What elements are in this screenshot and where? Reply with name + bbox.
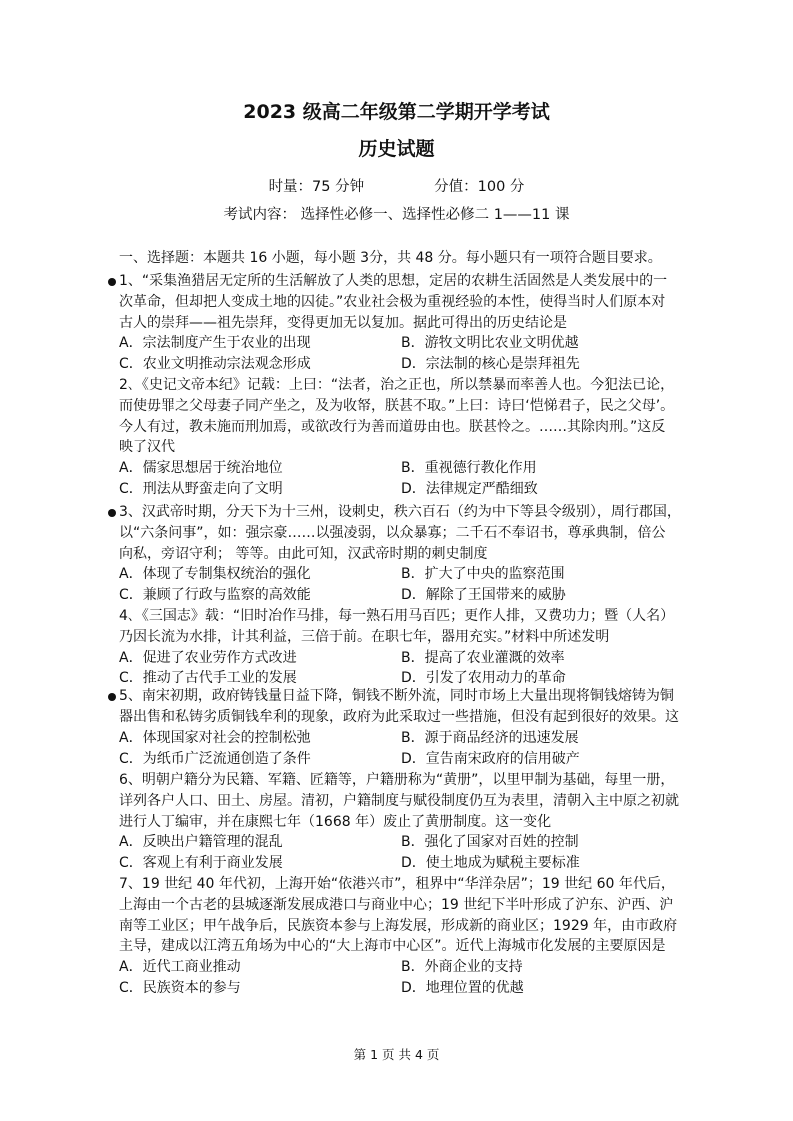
option-b: B．游牧文明比农业文明优越 <box>401 335 579 351</box>
option-d: D．法律规定严酷细致 <box>401 481 538 497</box>
option-a: A．宗法制度产生于农业的出现 <box>119 335 311 351</box>
option-a: A．近代工商业推动 <box>119 959 241 975</box>
question-line: 南等工业区；甲午战争后，民族资本参与上海发展，形成新的商业区；1929 年，由市政府 <box>119 918 678 934</box>
bullet-dot <box>108 509 116 517</box>
exam-title: 2023 级高二年级第二学期开学考试 <box>243 101 550 123</box>
option-a: A．促进了农业劳作方式改进 <box>119 650 297 666</box>
question-line: 上海由一个古老的县城逐渐发展成港口与商业中心；19 世纪下半叶形成了沪东、沪西、沪 <box>119 897 674 913</box>
option-b: B．源于商品经济的迅速发展 <box>401 730 579 746</box>
question-line: 1、“采集渔猎居无定所的生活解放了人类的思想，定居的农耕生活固然是人类发展中的一 <box>119 273 668 289</box>
option-c: C．兼顾了行政与监察的高效能 <box>119 587 311 603</box>
option-d: D．使土地成为赋税主要标准 <box>401 855 580 871</box>
question-line: 7、19 世纪 40 年代初，上海开始“依港兴市”，租界中“华洋杂居”；19 世纪 60 年代后， <box>119 876 675 892</box>
question-line: 以“六条问事”，如：强宗豪……以强凌弱，以众暴寡；二千石不奉诏书，尊承典制，倍公 <box>119 525 666 541</box>
section-heading: 一、选择题：本题共 16 小题，每小题 3分，共 48 分。每小题只有一项符合题目要求。 <box>119 250 662 266</box>
exam-scope: 考试内容： 选择性必修一、选择性必修二 1——11 课 <box>223 207 570 223</box>
option-b: B．外商企业的支持 <box>401 959 523 975</box>
option-c: C．民族资本的参与 <box>119 980 241 996</box>
option-c: C．为纸币广泛流通创造了条件 <box>119 751 311 767</box>
question-line: 3、汉武帝时期，分天下为十三州，设刺史，秩六百石（约为中下等县令级别），周行郡国， <box>119 504 681 520</box>
question-line: 而使毋罪之父母妻子同产坐之，及为收帑，朕甚不取。”上曰：诗曰‘恺悌君子，民之父母’。 <box>119 398 675 414</box>
question-line: 主导，建成以江湾五角场为中心的“大上海市中心区”。近代上海城市化发展的主要原因是 <box>119 938 666 954</box>
option-a: A．儒家思想居于统治地位 <box>119 460 283 476</box>
option-d: D．宣告南宋政府的信用破产 <box>401 751 580 767</box>
option-c: C．农业文明推动宗法观念形成 <box>119 356 311 372</box>
question-line: 进行人丁编审，并在康熙七年（1668 年）废止了黄册制度。这一变化 <box>119 814 552 830</box>
option-c: C．推动了古代手工业的发展 <box>119 670 297 686</box>
time-label: 时量：75 分钟 <box>268 179 365 195</box>
option-a: A．体现了专制集权统治的强化 <box>119 566 311 582</box>
question-line: 乃因长流为水排，计其利益，三倍于前。在职七年，器用充实。”材料中所述发明 <box>119 629 610 645</box>
option-d: D．宗法制的核心是崇拜祖先 <box>401 356 580 372</box>
question-line: 向私，旁诏守利； 等等。由此可知，汉武帝时期的刺史制度 <box>119 546 488 562</box>
question-line: 详列各户人口、田土、房屋。清初，户籍制度与赋役制度仍互为表里，清朝入主中原之初就 <box>119 793 679 809</box>
question-line: 6、明朝户籍分为民籍、军籍、匠籍等，户籍册称为“黄册”，以里甲制为基础，每里一册， <box>119 772 675 788</box>
option-b: B．重视德行教化作用 <box>401 460 537 476</box>
bullet-dot <box>108 693 116 701</box>
page-footer: 第 1 页 共 4 页 <box>353 1047 440 1062</box>
exam-subtitle: 历史试题 <box>358 138 435 160</box>
option-d: D．解除了王国带来的威胁 <box>401 587 566 603</box>
option-c: C．客观上有利于商业发展 <box>119 855 283 871</box>
question-line: 古人的崇拜——祖先崇拜，变得更加无以复加。据此可得出的历史结论是 <box>119 315 567 331</box>
question-line: 映了汉代 <box>119 439 175 455</box>
option-d: D．地理位置的优越 <box>401 980 524 996</box>
question-line: 4､《三国志》载：“旧时冶作马排，每一熟石用马百匹；更作人排，又费功力；暨（人名） <box>119 608 675 624</box>
option-d: D．引发了农用动力的革命 <box>401 670 566 686</box>
option-b: B．强化了国家对百姓的控制 <box>401 834 579 850</box>
question-line: 2､《史记文帝本纪》记载：上曰：“法者，治之正也，所以禁暴而率善人也。今犯法已论， <box>119 377 675 393</box>
question-line: 次革命，但却把人变成土地的囚徒。”农业社会极为重视经验的本性，使得当时人们原本对 <box>119 294 666 310</box>
option-a: A．体现国家对社会的控制松弛 <box>119 730 311 746</box>
option-c: C．刑法从野蛮走向了文明 <box>119 481 283 497</box>
exam-meta <box>0 175 793 196</box>
score-label: 分值：100 分 <box>434 179 525 195</box>
option-b: B．扩大了中央的监察范围 <box>401 566 565 582</box>
question-line: 器出售和私铸劣质铜钱牟利的现象，政府为此采取过一些措施，但没有起到很好的效果。这 <box>119 709 679 725</box>
option-b: B．提高了农业灌溉的效率 <box>401 650 565 666</box>
bullet-dot <box>108 278 116 286</box>
question-line: 5、南宋初期，政府铸钱量日益下降，铜钱不断外流，同时市场上大量出现将铜钱熔铸为铜 <box>119 688 674 704</box>
question-line: 今人有过，教未施而刑加焉，或欲改行为善而道毋由也。朕甚怜之。……其除肉刑。”这反 <box>119 419 666 435</box>
option-a: A．反映出户籍管理的混乱 <box>119 834 283 850</box>
